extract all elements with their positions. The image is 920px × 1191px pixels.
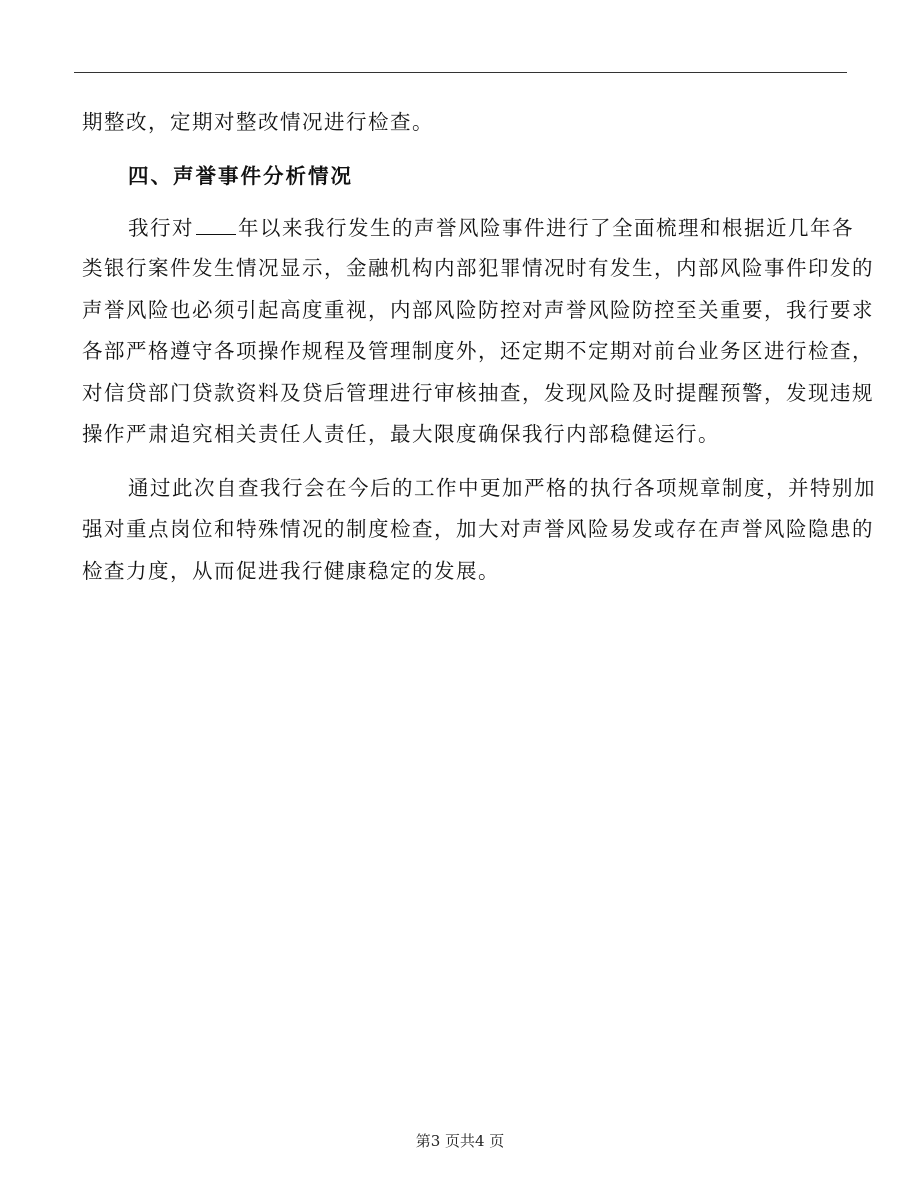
text-line: 声誉风险也必须引起高度重视，内部风险防控对声誉风险防控至关重要，我行要求 [82, 298, 874, 322]
text-line: 对信贷部门贷款资料及贷后管理进行审核抽查，发现风险及时提醒预警，发现违规 [82, 381, 874, 405]
page-footer: 第3 页共4 页 [415, 1132, 505, 1150]
text-line: 各部严格遵守各项操作规程及管理制度外，还定期不定期对前台业务区进行检查， [82, 339, 874, 363]
text-line: 操作严肃追究相关责任人责任，最大限度确保我行内部稳健运行。 [82, 422, 720, 446]
text-line: 期整改，定期对整改情况进行检查。 [82, 110, 434, 134]
text-fragment: 年以来我行发生的声誉风险事件进行了全面梳理和根据近几年各 [238, 216, 854, 240]
text-line [128, 218, 854, 239]
text-line: 强对重点岗位和特殊情况的制度检查，加大对声誉风险易发或存在声誉风险隐患的 [82, 517, 874, 541]
text-line: 通过此次自查我行会在今后的工作中更加严格的执行各项规章制度，并特别加 [128, 476, 876, 500]
text-fragment: 我行对 [128, 216, 194, 240]
section-heading: 四、声誉事件分析情况 [128, 164, 353, 188]
header-rule [74, 72, 847, 73]
text-line: 类银行案件发生情况显示，金融机构内部犯罪情况时有发生，内部风险事件印发的 [82, 256, 874, 280]
text-line: 检查力度，从而促进我行健康稳定的发展。 [82, 559, 500, 583]
blank-underline [196, 218, 236, 235]
